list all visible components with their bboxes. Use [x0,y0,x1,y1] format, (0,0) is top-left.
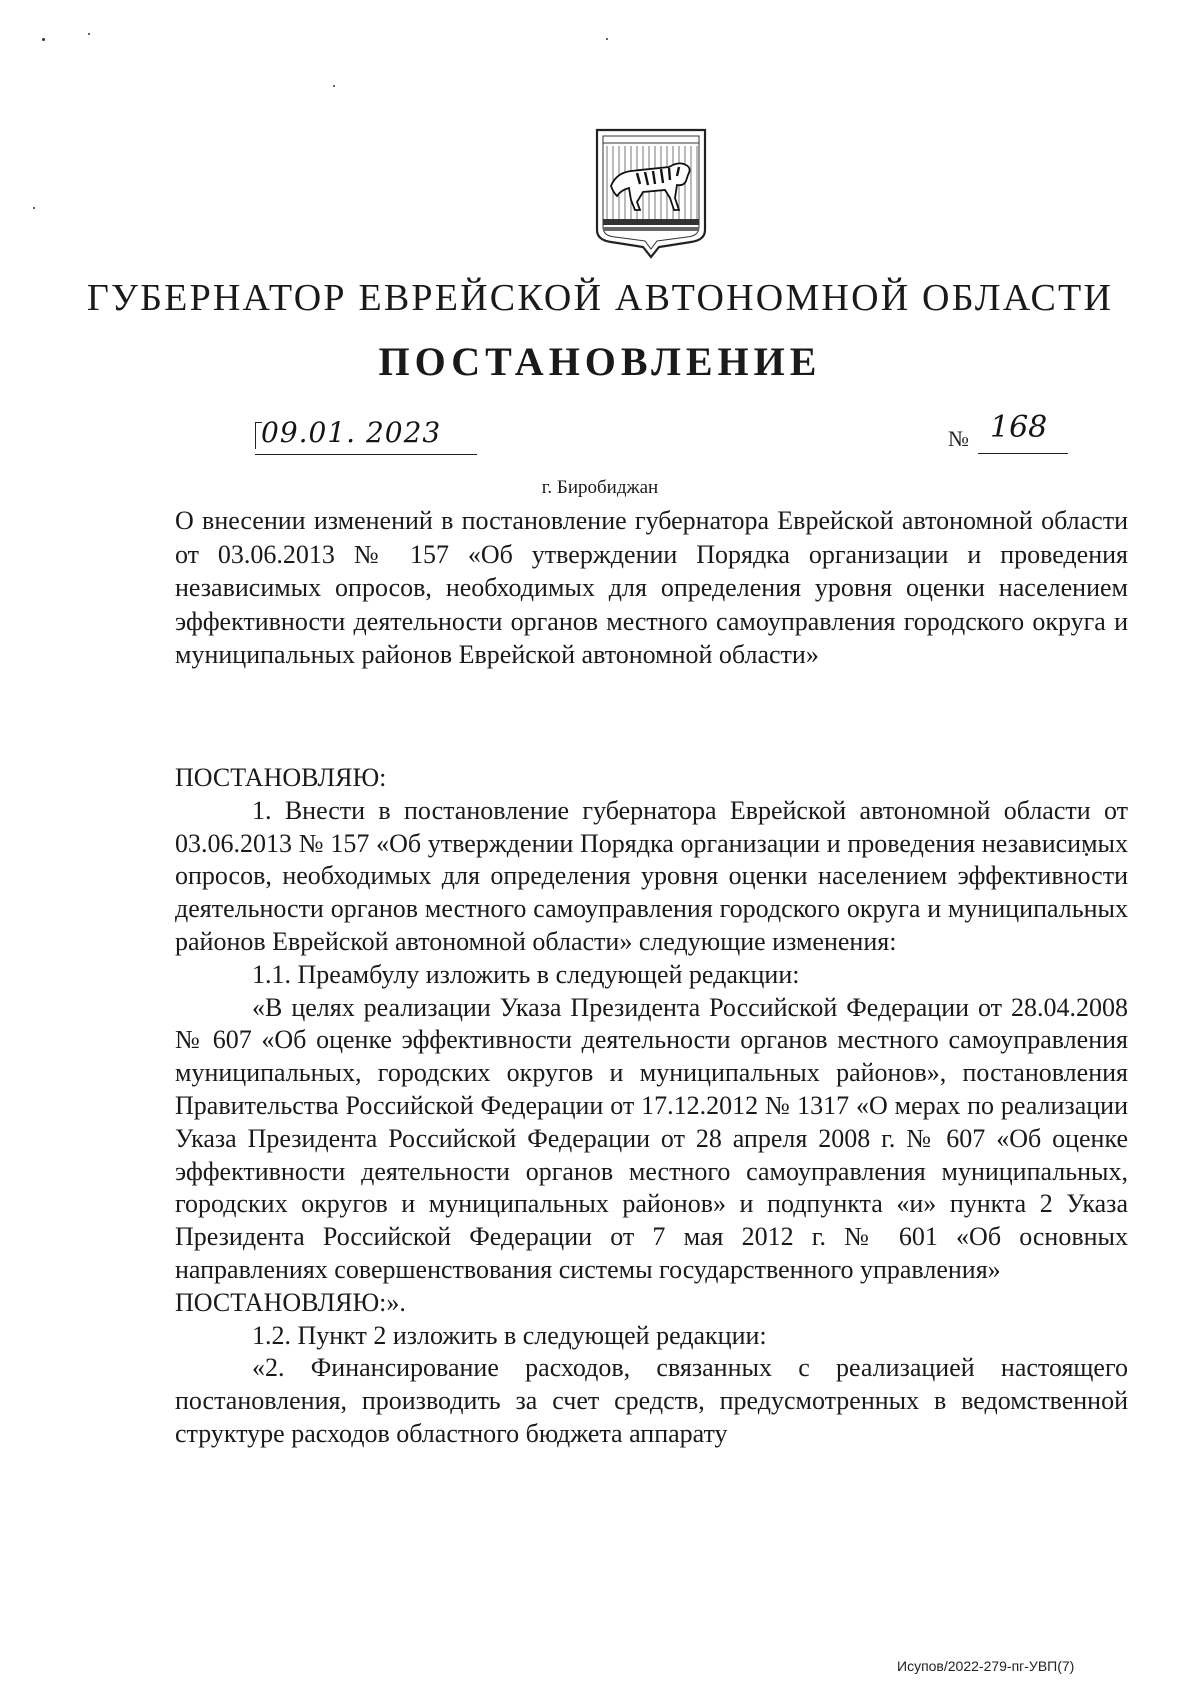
document-type-heading: ПОСТАНОВЛЕНИЕ [378,339,822,384]
decree-word: ПОСТАНОВЛЯЮ: [175,763,387,792]
document-date-field [255,414,477,455]
scan-speck [33,207,35,209]
city-name: г. Биробиджан [541,477,659,498]
document-registration-code: Исупов/2022-279-пг-УВП(7) [897,1658,1075,1674]
number-sign: № [948,426,969,451]
decree-word-end: ПОСТАНОВЛЯЮ:». [175,1287,406,1317]
scan-speck [606,38,608,40]
scan-speck [333,85,335,87]
document-number-field [948,410,1068,454]
coat-of-arms-emblem [591,126,711,261]
issuing-authority: ГУБЕРНАТОР ЕВРЕЙСКОЙ АВТОНОМНОЙ ОБЛАСТИ [86,277,1114,319]
document-number: 168 [990,410,1048,445]
paragraph-1-2: 1.2. Пункт 2 изложить в следующей редакции: [252,1320,767,1350]
scan-speck [88,33,90,35]
document-body [175,762,1128,1451]
scan-speck [42,38,45,41]
quoted-preamble: «В целях реализации Указа Президента Российской Федерации от 28.04.2008 № 607 «Об оценке эффективности деятельности органов местного самоуправления муниципальных, городских округов и муниципальных районов», постановления Правительства Российской Федерации от 17.12.2012 № 1317 «О мерах по реализации Указа Президента Российской Федерации от 28 апреля 2008 г. № 607 «Об оценке эффективности деятельности органов местного самоуправления муниципальных, городских округов и муниципальных районов» и подпункта «и» пункта 2 Указа Президента Российской Федерации от 7 мая 2012 г. № 601 «Об основных направлениях совершенствования системы государственного управления» [175,992,1128,1284]
paragraph-1: 1. Внести в постановление губернатора Еврейской автономной области от 03.06.2013 № 157 «Об утверждении Порядка организации и проведения независимых опросов, необходимых для определения уровня оценки населением эффективности деятельности органов местного самоуправления городского округа и муниципальных районов Еврейской автономной области» следующие изменения: [175,795,1128,956]
document-title: О внесении изменений в постановление губернатора Еврейской автономной области от 03.06.2013 № 157 «Об утверждении Порядка организации и проведения независимых опросов, необходимых для определения уровня оценки населением эффективности деятельности органов местного самоуправления городского округа и муниципальных районов Еврейской автономной области» [175,506,1128,669]
quoted-point-2: «2. Финансирование расходов, связанных с реализацией настоящего постановления, производить за счет средств, предусмотренных в ведомственной структуре расходов областного бюджета аппарату [175,1353,1128,1448]
number-underline [978,453,1068,454]
document-date: 09.01. 2023 [261,416,442,449]
paragraph-1-1: 1.1. Преамбулу изложить в следующей редакции: [252,959,800,989]
